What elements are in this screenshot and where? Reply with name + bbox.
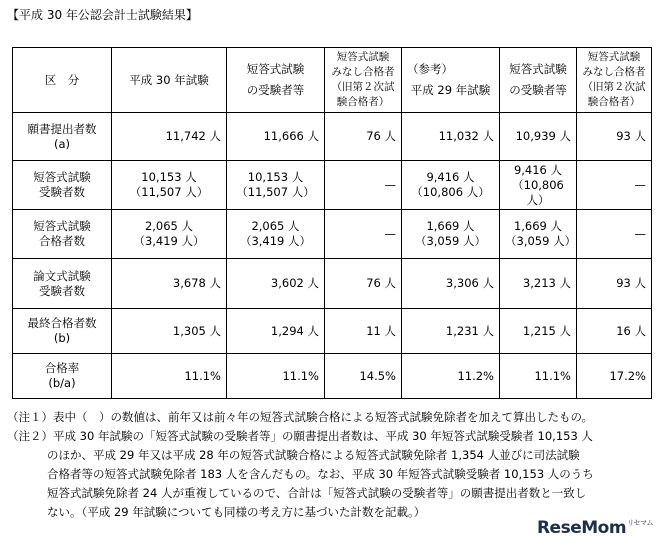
row-label: 論文式試験 受験者数 — [13, 259, 112, 309]
resemom-logo: ReseMom$^{リセマム}$ — [536, 518, 653, 538]
table-cell: — — [577, 210, 652, 259]
table-row — [13, 113, 652, 161]
table-cell: 76 人 — [325, 113, 402, 161]
table-cell: 1,215 人 — [500, 309, 577, 354]
row-label: 最終合格者数 (b) — [13, 309, 112, 354]
header-short-2017: 短答式試験 の受験者等 — [500, 48, 577, 113]
table-cell: 76 人 — [325, 259, 402, 309]
table-header-row — [13, 48, 652, 113]
table-cell: — — [577, 161, 652, 210]
table-cell: 11.1% — [112, 354, 227, 399]
table-cell: 17.2% — [577, 354, 652, 399]
table-cell: 10,153 人 （11,507 人） — [227, 161, 325, 210]
row-label: 願書提出者数 (a) — [13, 113, 112, 161]
table-cell: 1,669 人 （3,059 人） — [500, 210, 577, 259]
table-cell: 14.5% — [325, 354, 402, 399]
table-row — [13, 259, 652, 309]
table-cell: 11,742 人 — [112, 113, 227, 161]
table-cell: 11.1% — [500, 354, 577, 399]
table-cell: 1,231 人 — [402, 309, 500, 354]
header-short-2018: 短答式試験 の受験者等 — [227, 48, 325, 113]
table-cell: 10,939 人 — [500, 113, 577, 161]
table-cell: 3,678 人 — [112, 259, 227, 309]
table-row — [13, 309, 652, 354]
header-kubun: 区 分 — [13, 48, 112, 113]
header-minashi-2017: 短答式試験 みなし合格者 （旧第２次試 験合格者） — [577, 48, 652, 113]
table-cell: 2,065 人 （3,419 人） — [112, 210, 227, 259]
table-cell: 11.2% — [402, 354, 500, 399]
table-cell: 1,305 人 — [112, 309, 227, 354]
table-row — [13, 161, 652, 210]
table-cell: 11,666 人 — [227, 113, 325, 161]
table-cell: 3,213 人 — [500, 259, 577, 309]
table-row — [13, 354, 652, 399]
table-cell: — — [325, 210, 402, 259]
table-cell: 93 人 — [577, 259, 652, 309]
row-label: 短答式試験 受験者数 — [13, 161, 112, 210]
row-label: 短答式試験 合格者数 — [13, 210, 112, 259]
results-table — [12, 47, 652, 399]
table-cell: 93 人 — [577, 113, 652, 161]
footnote-2-line: （注２）平成 30 年試験の「短答式試験の受験者等」の願書提出者数は、平成 30 年短答式試験受験者 10,153 人 — [7, 429, 593, 443]
table-cell: 2,065 人 （3,419 人） — [227, 210, 325, 259]
footnote-2-line: ない。（平成 29 年試験についても同様の考え方に基づいた計数を記載。） — [47, 505, 426, 519]
footnote-2-line: 短答式試験免除者 24 人が重複しているので、合計は「短答式試験の受験者等」の願書提出者数と一致し — [47, 486, 587, 500]
table-cell: 3,306 人 — [402, 259, 500, 309]
table-cell: — — [325, 161, 402, 210]
table-cell: 9,416 人 （10,806 人） — [402, 161, 500, 210]
table-cell: 1,669 人 （3,059 人） — [402, 210, 500, 259]
header-h2017: （参考） 平成 29 年試験 — [402, 48, 500, 113]
table-cell: 11 人 — [325, 309, 402, 354]
table-row — [13, 210, 652, 259]
table-cell: 1,294 人 — [227, 309, 325, 354]
footnotes — [7, 408, 655, 522]
header-h2018: 平成 30 年試験 — [112, 48, 227, 113]
table-cell: 11.1% — [227, 354, 325, 399]
table-cell: 9,416 人 （10,806 人） — [500, 161, 577, 210]
table-cell: 16 人 — [577, 309, 652, 354]
row-label: 合格率 (b/a) — [13, 354, 112, 399]
footnote-1: （注１）表中（ ）の数値は、前年又は前々年の短答式試験合格による短答式試験免除者を加えて算出したもの。 — [7, 410, 594, 424]
page-title: 【平成 30 年公認会計士試験結果】 — [7, 8, 198, 22]
table-cell: 11,032 人 — [402, 113, 500, 161]
footnote-2-line: 合格者等の短答式試験免除者 183 人を含んだもの。なお、平成 30 年短答式試験受験者 10,153 人のうち — [47, 467, 594, 481]
table-cell: 3,602 人 — [227, 259, 325, 309]
footnote-2-line: のほか、平成 29 年又は平成 28 年の短答式試験合格による短答式試験免除者 1,354 人並びに司法試験 — [47, 448, 580, 462]
header-minashi-2018: 短答式試験 みなし合格者 （旧第２次試 験合格者） — [325, 48, 402, 113]
table-cell: 10,153 人 （11,507 人） — [112, 161, 227, 210]
